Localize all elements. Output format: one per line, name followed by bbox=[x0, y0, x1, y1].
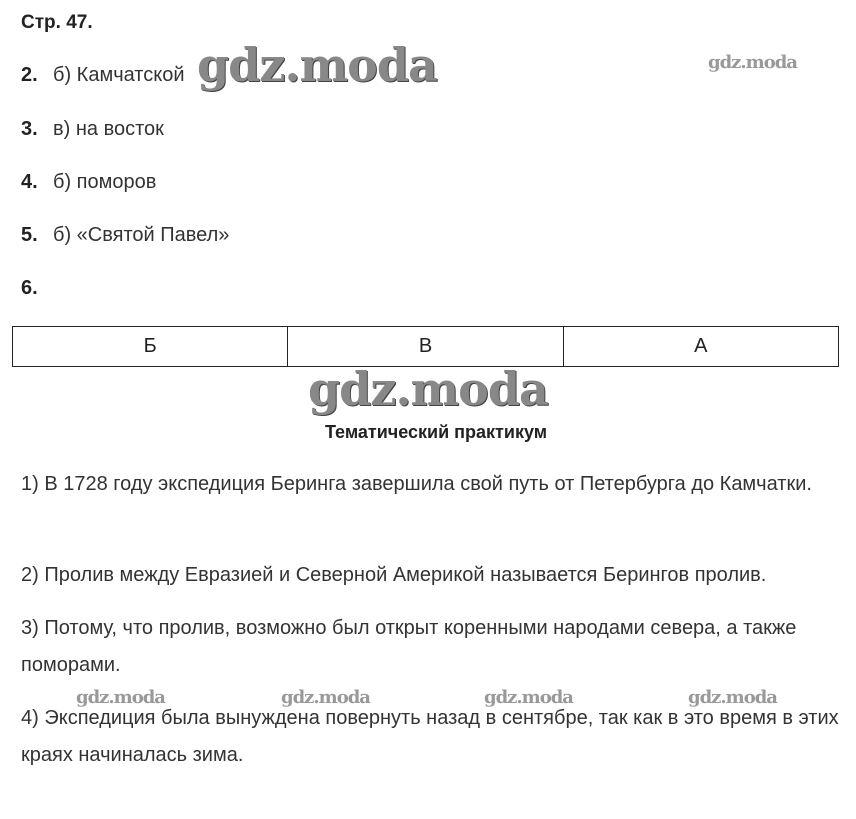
answer-text: б) Камчатской bbox=[53, 64, 185, 86]
page-title: Стр. 47. bbox=[21, 12, 93, 33]
answer-number: 2. bbox=[21, 64, 38, 86]
watermark: gdz.moda bbox=[688, 687, 777, 708]
answer-number: 6. bbox=[21, 277, 38, 299]
table-cell: Б bbox=[13, 327, 288, 367]
answer-item bbox=[21, 63, 185, 87]
watermark: gdz.moda bbox=[197, 38, 437, 92]
section-heading: Тематический практикум bbox=[324, 422, 548, 442]
answer-item bbox=[21, 170, 156, 194]
answer-item bbox=[21, 223, 229, 247]
paragraph: 4) Экспедиция была вынуждена повернуть назад в сентябре, так как в это время в этих краях начиналась зима. bbox=[21, 707, 839, 766]
watermark: gdz.moda bbox=[76, 687, 165, 708]
paragraph: 1) В 1728 году экспедиция Беринга завершила свой путь от Петербурга до Камчатки. bbox=[21, 473, 812, 495]
watermark: gdz.moda bbox=[308, 362, 548, 416]
table-cell: А bbox=[563, 327, 838, 367]
answer-text: б) «Святой Павел» bbox=[53, 224, 230, 246]
watermark: gdz.moda bbox=[708, 52, 797, 73]
table-cell: В bbox=[288, 327, 563, 367]
watermark: gdz.moda bbox=[281, 687, 370, 708]
paragraph: 2) Пролив между Евразией и Северной Америкой называется Берингов пролив. bbox=[21, 564, 767, 586]
answer-number: 3. bbox=[21, 118, 38, 140]
answer-text: б) поморов bbox=[53, 171, 157, 193]
watermark: gdz.moda bbox=[484, 687, 573, 708]
answer-text: в) на восток bbox=[53, 118, 164, 140]
paragraph: 3) Потому, что пролив, возможно был открыт коренными народами севера, а также поморами. bbox=[21, 617, 797, 676]
answer-number: 4. bbox=[21, 171, 38, 193]
table-row bbox=[13, 327, 839, 367]
answer-item bbox=[21, 276, 53, 300]
answer-number: 5. bbox=[21, 224, 38, 246]
answer-item bbox=[21, 117, 164, 141]
answer-table bbox=[12, 326, 839, 367]
